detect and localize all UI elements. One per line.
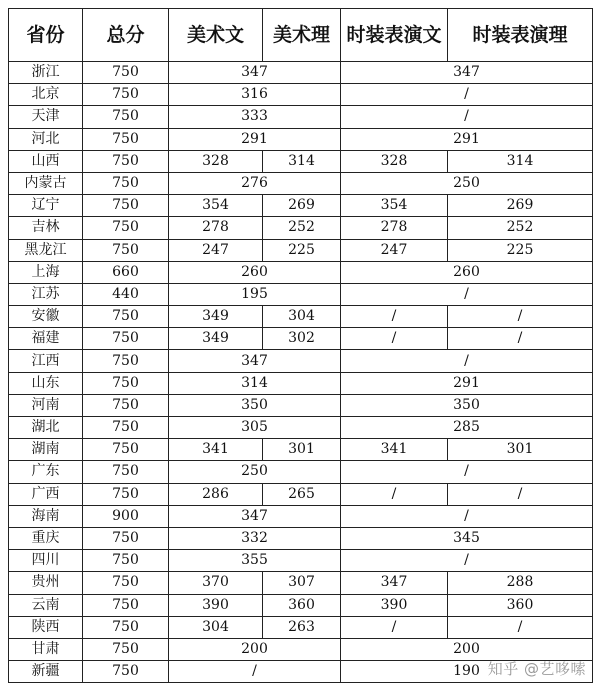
total-score-cell: 750 <box>83 483 169 505</box>
table-row <box>9 372 593 394</box>
art-science-score-cell: 301 <box>263 439 341 461</box>
fashion-score-merged-cell: 347 <box>341 62 593 84</box>
province-cell: 北京 <box>9 84 83 106</box>
total-score-cell: 750 <box>83 461 169 483</box>
province-cell: 湖南 <box>9 439 83 461</box>
table-row <box>9 461 593 483</box>
province-cell: 内蒙古 <box>9 172 83 194</box>
art-score-merged-cell: 305 <box>169 417 341 439</box>
table-row <box>9 483 593 505</box>
table-row <box>9 350 593 372</box>
art-arts-score-cell: 304 <box>169 616 263 638</box>
fashion-arts-score-cell: / <box>341 616 448 638</box>
total-score-cell: 750 <box>83 572 169 594</box>
table-row <box>9 128 593 150</box>
table-row <box>9 439 593 461</box>
art-science-score-cell: 302 <box>263 328 341 350</box>
fashion-score-merged-cell: 190 <box>341 661 593 683</box>
art-score-merged-cell: 195 <box>169 283 341 305</box>
watermark: 知乎 @艺哆嗦 <box>487 660 586 678</box>
art-score-merged-cell: / <box>169 661 341 683</box>
header-fashion-arts: 时装表演文 <box>341 9 448 62</box>
art-score-merged-cell: 250 <box>169 461 341 483</box>
art-science-score-cell: 360 <box>263 594 341 616</box>
score-table-container <box>8 8 593 683</box>
fashion-arts-score-cell: 390 <box>341 594 448 616</box>
art-arts-score-cell: 349 <box>169 306 263 328</box>
fashion-score-merged-cell: / <box>341 461 593 483</box>
table-row <box>9 328 593 350</box>
total-score-cell: 750 <box>83 84 169 106</box>
fashion-arts-score-cell: 278 <box>341 217 448 239</box>
table-row <box>9 594 593 616</box>
art-science-score-cell: 307 <box>263 572 341 594</box>
total-score-cell: 750 <box>83 616 169 638</box>
art-score-merged-cell: 316 <box>169 84 341 106</box>
art-arts-score-cell: 286 <box>169 483 263 505</box>
fashion-arts-score-cell: 328 <box>341 150 448 172</box>
art-score-merged-cell: 347 <box>169 350 341 372</box>
table-row <box>9 261 593 283</box>
total-score-cell: 750 <box>83 394 169 416</box>
fashion-score-merged-cell: 345 <box>341 527 593 549</box>
fashion-arts-score-cell: / <box>341 483 448 505</box>
art-arts-score-cell: 328 <box>169 150 263 172</box>
fashion-science-score-cell: / <box>448 306 593 328</box>
art-science-score-cell: 225 <box>263 239 341 261</box>
province-cell: 陕西 <box>9 616 83 638</box>
table-row <box>9 195 593 217</box>
province-cell: 江苏 <box>9 283 83 305</box>
fashion-score-merged-cell: 285 <box>341 417 593 439</box>
table-row <box>9 239 593 261</box>
total-score-cell: 660 <box>83 261 169 283</box>
fashion-score-merged-cell: 291 <box>341 372 593 394</box>
table-body <box>9 62 593 683</box>
fashion-science-score-cell: 301 <box>448 439 593 461</box>
total-score-cell: 750 <box>83 62 169 84</box>
fashion-arts-score-cell: 247 <box>341 239 448 261</box>
total-score-cell: 750 <box>83 195 169 217</box>
fashion-science-score-cell: 252 <box>448 217 593 239</box>
fashion-score-merged-cell: / <box>341 84 593 106</box>
fashion-science-score-cell: 269 <box>448 195 593 217</box>
province-cell: 新疆 <box>9 661 83 683</box>
table-row <box>9 172 593 194</box>
total-score-cell: 750 <box>83 439 169 461</box>
header-total: 总分 <box>83 9 169 62</box>
table-row <box>9 306 593 328</box>
total-score-cell: 440 <box>83 283 169 305</box>
province-cell: 重庆 <box>9 527 83 549</box>
table-row <box>9 527 593 549</box>
province-cell: 浙江 <box>9 62 83 84</box>
fashion-arts-score-cell: 354 <box>341 195 448 217</box>
province-cell: 福建 <box>9 328 83 350</box>
art-score-merged-cell: 260 <box>169 261 341 283</box>
art-arts-score-cell: 349 <box>169 328 263 350</box>
header-fashion-science: 时装表演理 <box>448 9 593 62</box>
header-art-arts: 美术文 <box>169 9 263 62</box>
art-science-score-cell: 263 <box>263 616 341 638</box>
art-score-merged-cell: 314 <box>169 372 341 394</box>
total-score-cell: 750 <box>83 150 169 172</box>
score-table <box>8 8 593 683</box>
header-art-science: 美术理 <box>263 9 341 62</box>
fashion-score-merged-cell: / <box>341 106 593 128</box>
table-row <box>9 106 593 128</box>
art-arts-score-cell: 247 <box>169 239 263 261</box>
total-score-cell: 750 <box>83 527 169 549</box>
fashion-score-merged-cell: / <box>341 550 593 572</box>
table-row <box>9 150 593 172</box>
art-arts-score-cell: 278 <box>169 217 263 239</box>
table-row <box>9 217 593 239</box>
table-row <box>9 84 593 106</box>
art-science-score-cell: 265 <box>263 483 341 505</box>
province-cell: 四川 <box>9 550 83 572</box>
province-cell: 上海 <box>9 261 83 283</box>
total-score-cell: 750 <box>83 306 169 328</box>
fashion-arts-score-cell: 347 <box>341 572 448 594</box>
total-score-cell: 750 <box>83 638 169 660</box>
header-row <box>9 9 593 62</box>
table-row <box>9 417 593 439</box>
total-score-cell: 750 <box>83 172 169 194</box>
province-cell: 海南 <box>9 505 83 527</box>
table-row <box>9 550 593 572</box>
fashion-score-merged-cell: / <box>341 283 593 305</box>
total-score-cell: 750 <box>83 106 169 128</box>
art-score-merged-cell: 291 <box>169 128 341 150</box>
table-row <box>9 616 593 638</box>
art-score-merged-cell: 350 <box>169 394 341 416</box>
province-cell: 安徽 <box>9 306 83 328</box>
total-score-cell: 750 <box>83 328 169 350</box>
province-cell: 辽宁 <box>9 195 83 217</box>
province-cell: 山东 <box>9 372 83 394</box>
province-cell: 广东 <box>9 461 83 483</box>
art-science-score-cell: 314 <box>263 150 341 172</box>
table-row <box>9 572 593 594</box>
art-score-merged-cell: 332 <box>169 527 341 549</box>
art-science-score-cell: 269 <box>263 195 341 217</box>
table-row <box>9 283 593 305</box>
total-score-cell: 750 <box>83 128 169 150</box>
total-score-cell: 750 <box>83 550 169 572</box>
total-score-cell: 750 <box>83 417 169 439</box>
province-cell: 黑龙江 <box>9 239 83 261</box>
fashion-score-merged-cell: / <box>341 505 593 527</box>
fashion-score-merged-cell: 291 <box>341 128 593 150</box>
fashion-score-merged-cell: 200 <box>341 638 593 660</box>
table-row <box>9 505 593 527</box>
fashion-arts-score-cell: / <box>341 306 448 328</box>
header-province: 省份 <box>9 9 83 62</box>
fashion-score-merged-cell: 250 <box>341 172 593 194</box>
province-cell: 江西 <box>9 350 83 372</box>
fashion-science-score-cell: 288 <box>448 572 593 594</box>
fashion-science-score-cell: / <box>448 328 593 350</box>
art-arts-score-cell: 354 <box>169 195 263 217</box>
fashion-science-score-cell: 314 <box>448 150 593 172</box>
table-row <box>9 394 593 416</box>
province-cell: 河南 <box>9 394 83 416</box>
art-arts-score-cell: 341 <box>169 439 263 461</box>
province-cell: 贵州 <box>9 572 83 594</box>
total-score-cell: 750 <box>83 372 169 394</box>
art-science-score-cell: 304 <box>263 306 341 328</box>
province-cell: 云南 <box>9 594 83 616</box>
fashion-score-merged-cell: 260 <box>341 261 593 283</box>
fashion-science-score-cell: 360 <box>448 594 593 616</box>
province-cell: 湖北 <box>9 417 83 439</box>
province-cell: 吉林 <box>9 217 83 239</box>
art-arts-score-cell: 370 <box>169 572 263 594</box>
province-cell: 广西 <box>9 483 83 505</box>
art-score-merged-cell: 200 <box>169 638 341 660</box>
art-score-merged-cell: 355 <box>169 550 341 572</box>
art-score-merged-cell: 333 <box>169 106 341 128</box>
fashion-score-merged-cell: 350 <box>341 394 593 416</box>
province-cell: 河北 <box>9 128 83 150</box>
fashion-arts-score-cell: / <box>341 328 448 350</box>
total-score-cell: 750 <box>83 350 169 372</box>
total-score-cell: 900 <box>83 505 169 527</box>
art-score-merged-cell: 276 <box>169 172 341 194</box>
fashion-score-merged-cell: / <box>341 350 593 372</box>
fashion-science-score-cell: / <box>448 616 593 638</box>
total-score-cell: 750 <box>83 594 169 616</box>
total-score-cell: 750 <box>83 661 169 683</box>
province-cell: 山西 <box>9 150 83 172</box>
art-score-merged-cell: 347 <box>169 505 341 527</box>
fashion-arts-score-cell: 341 <box>341 439 448 461</box>
art-arts-score-cell: 390 <box>169 594 263 616</box>
art-science-score-cell: 252 <box>263 217 341 239</box>
province-cell: 天津 <box>9 106 83 128</box>
art-score-merged-cell: 347 <box>169 62 341 84</box>
table-row <box>9 62 593 84</box>
province-cell: 甘肃 <box>9 638 83 660</box>
total-score-cell: 750 <box>83 239 169 261</box>
total-score-cell: 750 <box>83 217 169 239</box>
fashion-science-score-cell: / <box>448 483 593 505</box>
fashion-science-score-cell: 225 <box>448 239 593 261</box>
